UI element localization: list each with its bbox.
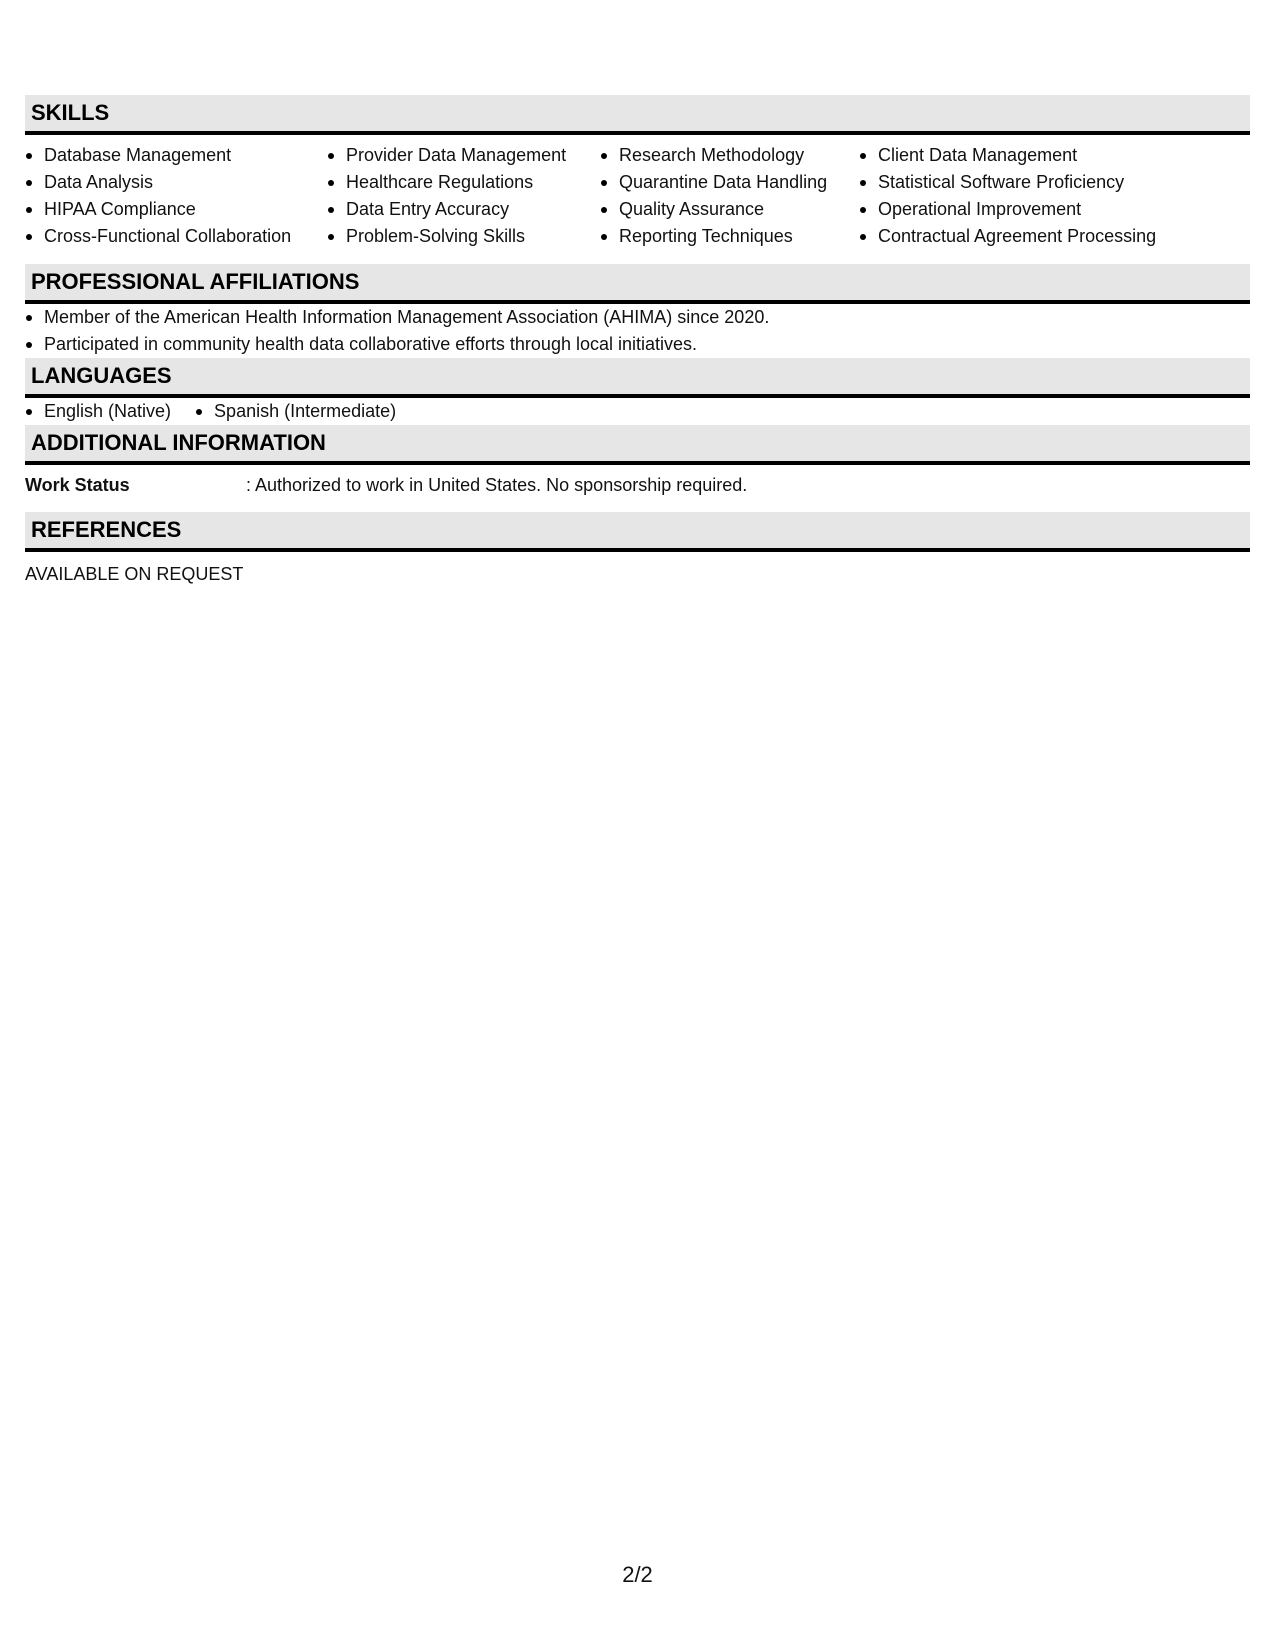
skill-item: Operational Improvement [859, 196, 1179, 223]
languages-list [25, 398, 1250, 425]
work-status-value: : Authorized to work in United States. No sponsorship required. [246, 475, 748, 495]
skill-item: Problem-Solving Skills [327, 223, 600, 250]
skill-item: Client Data Management [859, 142, 1179, 169]
skill-item: Data Entry Accuracy [327, 196, 600, 223]
affiliation-item: Participated in community health data collaborative efforts through local initiatives. [25, 331, 1250, 358]
skills-grid [25, 142, 1250, 250]
references-heading: REFERENCES [25, 512, 1250, 552]
skills-section [25, 95, 1250, 250]
resume-page [25, 95, 1250, 587]
additional-info-section [25, 425, 1250, 498]
language-item: Spanish (Intermediate) [195, 398, 396, 425]
references-section [25, 512, 1250, 587]
skills-heading: SKILLS [25, 95, 1250, 135]
work-status-row [25, 472, 1250, 498]
skill-item: Provider Data Management [327, 142, 600, 169]
skill-item: Statistical Software Proficiency [859, 169, 1179, 196]
skill-item: HIPAA Compliance [25, 196, 327, 223]
skill-item: Reporting Techniques [600, 223, 859, 250]
languages-section [25, 358, 1250, 425]
references-text: AVAILABLE ON REQUEST [25, 564, 244, 584]
skills-column-4 [859, 142, 1179, 250]
skills-column-1 [25, 142, 327, 250]
work-status-label: Work Status [25, 475, 130, 495]
skill-item: Cross-Functional Collaboration [25, 223, 327, 250]
page-number: 2/2 [622, 1562, 653, 1587]
languages-heading: LANGUAGES [25, 358, 1250, 398]
affiliations-heading: PROFESSIONAL AFFILIATIONS [25, 264, 1250, 304]
skill-item: Healthcare Regulations [327, 169, 600, 196]
skills-column-2 [327, 142, 600, 250]
affiliations-section [25, 264, 1250, 358]
skill-item: Data Analysis [25, 169, 327, 196]
affiliation-item: Member of the American Health Information Management Association (AHIMA) since 2020. [25, 304, 1250, 331]
language-item: English (Native) [25, 398, 171, 425]
affiliations-list [25, 304, 1250, 358]
additional-info-heading: ADDITIONAL INFORMATION [25, 425, 1250, 465]
skill-item: Quality Assurance [600, 196, 859, 223]
skill-item: Contractual Agreement Processing [859, 223, 1179, 250]
skills-column-3 [600, 142, 859, 250]
skill-item: Database Management [25, 142, 327, 169]
skill-item: Research Methodology [600, 142, 859, 169]
skill-item: Quarantine Data Handling [600, 169, 859, 196]
